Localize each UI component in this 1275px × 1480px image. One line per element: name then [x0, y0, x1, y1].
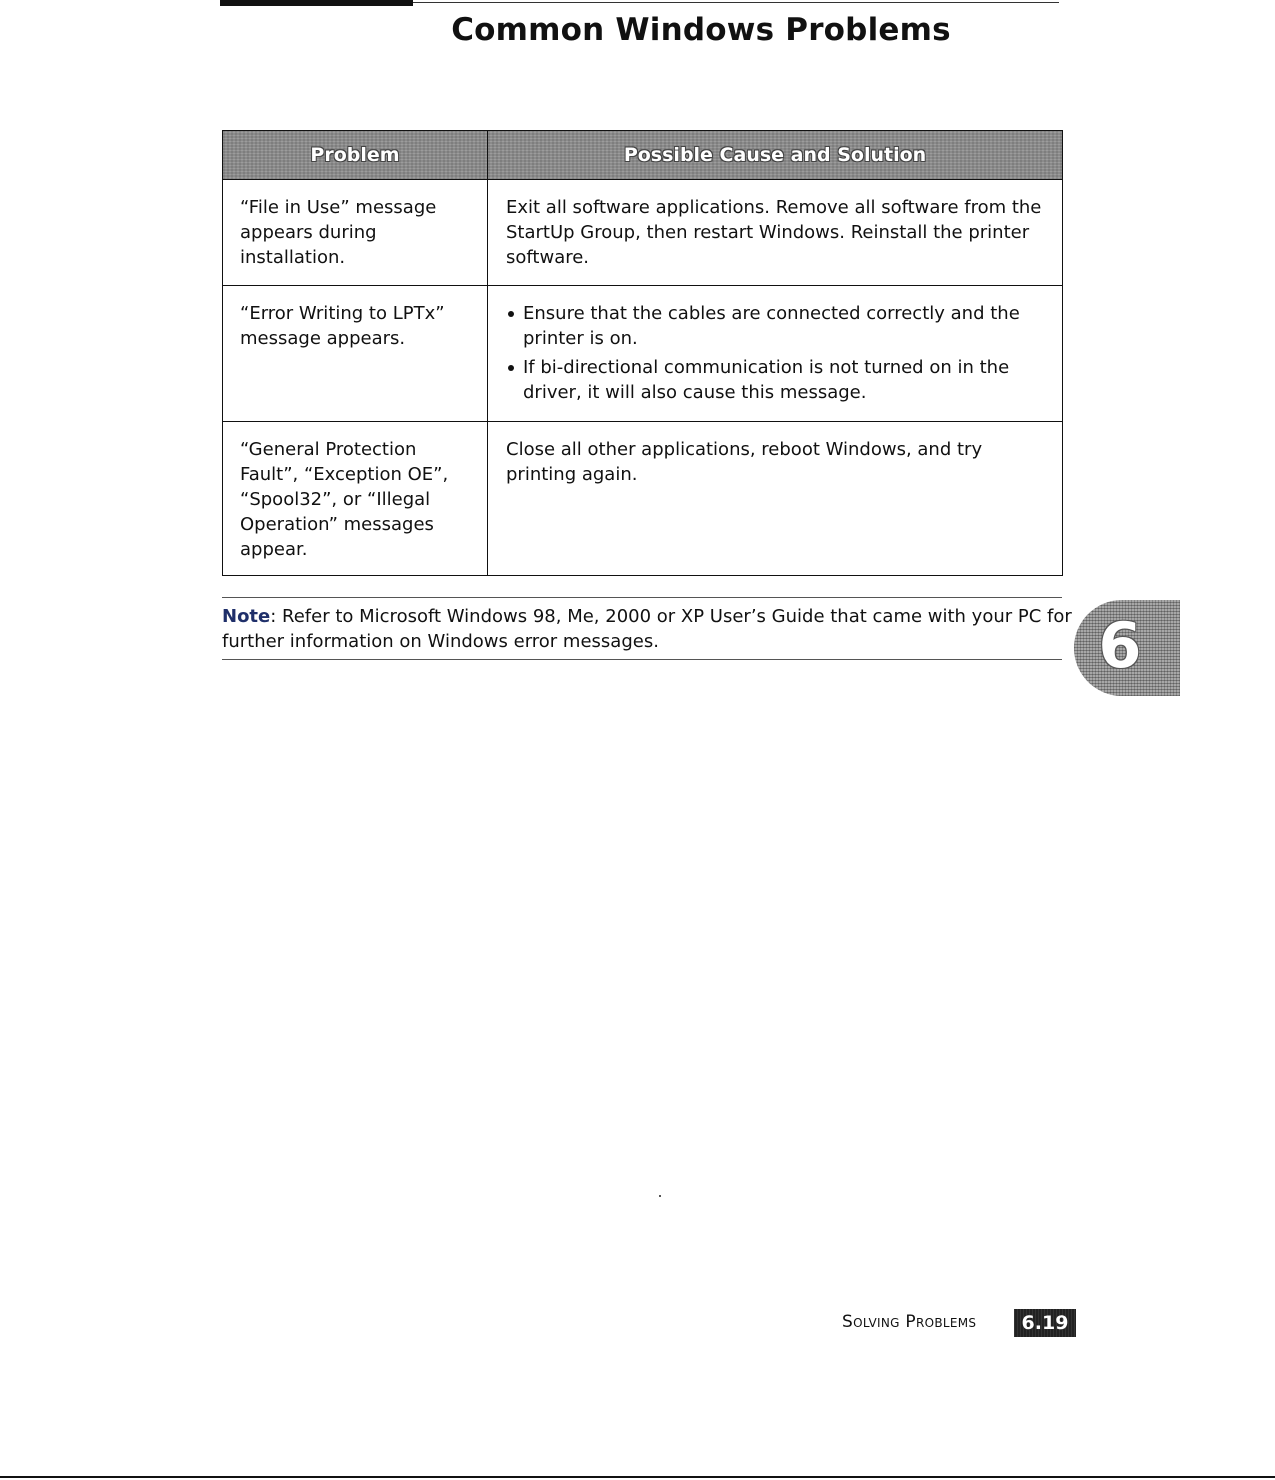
solution-cell: Close all other applications, reboot Windows, and try printing again. — [488, 422, 1063, 576]
note-top-rule — [222, 597, 1062, 598]
page-bottom-rule — [0, 1476, 1275, 1478]
scan-speck — [659, 1195, 661, 1197]
problem-cell: “Error Writing to LPTx” message appears. — [223, 286, 488, 422]
table-row — [223, 422, 1063, 576]
note-paragraph — [222, 604, 1072, 654]
note-bottom-rule — [222, 659, 1062, 660]
chapter-number: 6 — [1098, 609, 1142, 682]
solution-bullet: Ensure that the cables are connected correctly and the printer is on. — [506, 301, 1044, 351]
page-title: Common Windows Problems — [451, 12, 951, 48]
page-number-badge: 6.19 — [1014, 1309, 1076, 1337]
problem-cell: “File in Use” message appears during installation. — [223, 180, 488, 286]
table-header-row — [223, 131, 1063, 180]
problem-column-header: Problem — [223, 131, 488, 180]
solution-cell: Exit all software applications. Remove all software from the StartUp Group, then restart Windows. Reinstall the printer software. — [488, 180, 1063, 286]
solution-cell — [488, 286, 1063, 422]
note-label: Note — [222, 606, 271, 627]
solution-bullet: If bi-directional communication is not turned on in the driver, it will also cause this message. — [506, 355, 1044, 405]
problem-cell: “General Protection Fault”, “Exception OE”, “Spool32”, or “Illegal Operation” messages appear. — [223, 422, 488, 576]
solution-column-header: Possible Cause and Solution — [488, 131, 1063, 180]
problems-table — [222, 130, 1063, 576]
header-rule-thick — [220, 0, 413, 6]
header-rule-thin — [413, 2, 1059, 3]
solution-bullet-list — [506, 301, 1044, 405]
note-text: : Refer to Microsoft Windows 98, Me, 2000 or XP User’s Guide that came with your PC for further information on Windows error messages. — [222, 606, 1072, 652]
footer-section-title: Solving Problems — [842, 1312, 977, 1332]
table-row — [223, 180, 1063, 286]
table-row — [223, 286, 1063, 422]
